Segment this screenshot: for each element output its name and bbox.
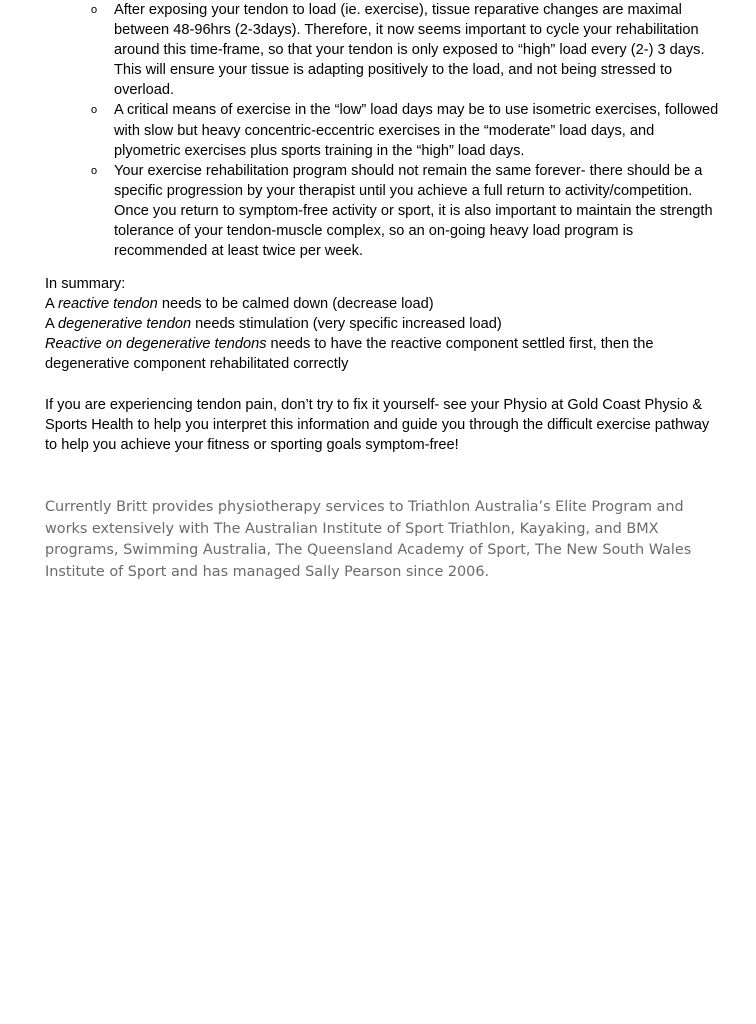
circle-bullet-icon: o [91,104,98,117]
summary-term: degenerative tendon [57,316,192,333]
summary-description: needs to be calmed down (decrease load) [157,296,434,313]
summary-section [45,274,725,374]
advice-paragraph: If you are experiencing tendon pain, don’t try to fix it yourself- see your Physio at Gold Coast Physio & Sports Health to help you interpret this information and guide you through the difficult exercise pathway to help you achieve your fitness or sporting goals symptom-free! [45,397,710,454]
summary-heading: In summary: [45,276,126,292]
summary-line-reactive [45,294,725,314]
bullet-item-load-days [91,100,721,160]
summary-prefix: A [45,296,58,313]
summary-description: needs to have the reactive component settled first, then the degenerative component rehabilitated correctly [45,336,654,373]
bullet-text: After exposing your tendon to load (ie. exercise), tissue reparative changes are maximal between 48-96hrs (2-3days). Therefore, it now seems important to cycle your rehabilitation around this time-frame, so that your tendon is only exposed to “high” load every (2-) 3 days. This will ensure your tissue is adapting positively to the load, and not being stressed to overload. [114,2,705,99]
exercise-bullet-list [91,0,721,261]
summary-description: needs stimulation (very specific increased load) [191,316,502,333]
author-bio-paragraph: Currently Britt provides physiotherapy services to Triathlon Australia’s Elite Program and works extensively with The Australian Institute of Sport Triathlon, Kayaking, and BMX programs, Swimming Australia, The Queensland Academy of Sport, The New South Wales Institute of Sport and has managed Sally Pearson since 2006. [45,499,692,580]
circle-bullet-icon: o [91,4,98,16]
bullet-item-progression [91,161,721,261]
bullet-item-recovery-window [91,0,721,100]
summary-term: Reactive on degenerative tendons [45,336,267,353]
bullet-text: A critical means of exercise in the “low” load days may be to use isometric exercises, followed with slow but heavy concentric-eccentric exercises in the “moderate” load days, and plyometric exercises plus sports training in the “high” load days. [114,102,719,159]
bullet-text: Your exercise rehabilitation program should not remain the same forever- there should be a specific progression by your therapist until you achieve a full return to activity/competition. Once you return to symptom-free activity or sport, it is also important to maintain the strength tolerance of your tendon-muscle complex, so an on-going heavy load program is recommended at least twice per week. [114,162,713,260]
circle-bullet-icon: o [91,164,98,177]
summary-prefix: A [45,316,58,333]
summary-term: reactive tendon [57,296,158,313]
summary-line-degenerative [45,314,725,334]
summary-line-reactive-on-degenerative [45,334,725,374]
